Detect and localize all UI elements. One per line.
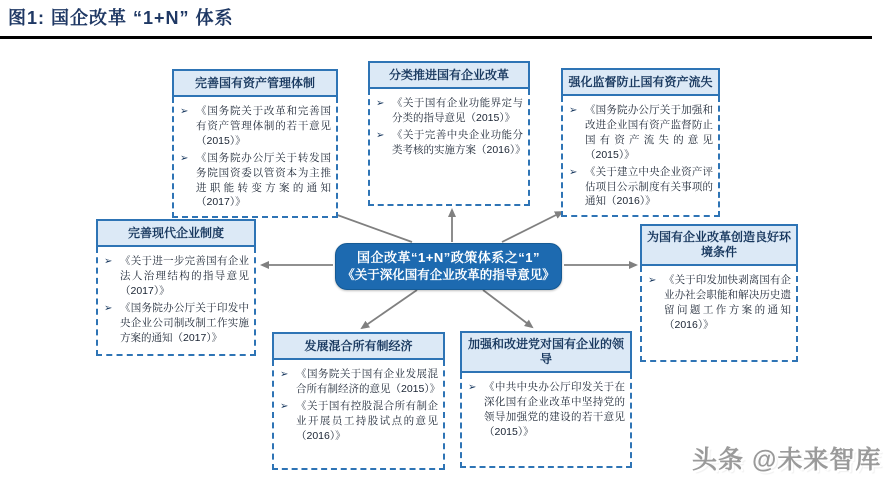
arrow-bullet-icon: ➢ [280, 369, 289, 380]
policy-item [104, 301, 249, 346]
policy-box-body [640, 266, 798, 362]
policy-item [569, 165, 713, 210]
policy-box-body [272, 360, 445, 470]
arrow-to-top-right [502, 212, 562, 242]
policy-box-environment [640, 224, 798, 362]
policy-box-body [561, 96, 720, 217]
arrow-bullet-icon: ➢ [569, 105, 578, 116]
central-node-line2: 《关于深化国有企业改革的指导意见》 [342, 267, 555, 282]
policy-item-text: 《关于国有控股混合所有制企业开展员工持股试点的意见（2016）》 [296, 399, 438, 442]
policy-box-title: 为国有企业改革创造良好环境条件 [640, 224, 798, 266]
policy-item-text: 《国务院关于国有企业发展混合所有制经济的意见（2015）》 [296, 368, 441, 395]
policy-box-supervision [561, 68, 720, 215]
policy-item-text: 《关于建立中央企业资产评估项目公示制度有关事项的通知（2016）》 [585, 165, 713, 208]
policy-box-title: 完善现代企业制度 [96, 219, 256, 247]
policy-item-text: 《关于国有企业功能界定与分类的指导意见（2015）》 [392, 97, 523, 124]
policy-item-text: 《国务院办公厅关于印发中央企业公司制改制工作实施方案的通知（2017）》 [120, 301, 249, 344]
central-node-line1: 国企改革“1+N”政策体系之“1” [357, 250, 540, 266]
policy-item-text: 《国务院办公厅关于转发国务院国资委以管资本为主推进职能转变方案的通知（2017）》 [196, 151, 331, 209]
policy-box-title: 分类推进国有企业改革 [368, 61, 530, 89]
policy-item-text: 《中共中央办公厅印发关于在深化国有企业改革中坚持党的领导加强党的建设的若干意见（2015）》 [484, 381, 625, 438]
arrow-bullet-icon: ➢ [468, 382, 477, 393]
policy-item [569, 103, 713, 163]
arrow-bullet-icon: ➢ [104, 302, 113, 314]
arrow-bullet-icon: ➢ [648, 275, 657, 286]
policy-box-party-leadership [460, 331, 632, 468]
policy-item [180, 104, 331, 149]
policy-item-text: 《关于印发加快剥离国有企业办社会职能和解决历史遗留问题工作方案的通知（2016）》 [664, 274, 791, 331]
policy-item-text: 《国务院关于改革和完善国有资产管理体制的若干意见（2015）》 [196, 105, 331, 147]
arrow-bullet-icon: ➢ [180, 152, 189, 164]
arrow-to-bottom-right [483, 290, 532, 327]
arrow-bullet-icon: ➢ [376, 98, 385, 109]
policy-item [280, 367, 441, 397]
policy-box-title: 强化监督防止国有资产流失 [561, 68, 720, 96]
policy-item [468, 380, 625, 440]
policy-box-body [96, 247, 256, 356]
policy-item [376, 128, 526, 158]
figure-title: 图1: 国企改革 “1+N” 体系 [8, 8, 234, 28]
policy-box-title: 完善国有资产管理体制 [172, 69, 338, 97]
policy-box-title: 发展混合所有制经济 [272, 332, 445, 360]
policy-box-body [368, 89, 530, 206]
arrow-bullet-icon: ➢ [376, 129, 385, 141]
policy-item-text: 《关于完善中央企业功能分类考核的实施方案（2016）》 [392, 128, 526, 156]
central-policy-node [335, 243, 562, 290]
policy-box-asset-management [172, 69, 338, 209]
arrow-bullet-icon: ➢ [180, 106, 189, 117]
policy-box-mixed-ownership [272, 332, 445, 470]
arrow-bullet-icon: ➢ [280, 400, 289, 412]
watermark-toutiao: 头条 @未来智库 [692, 446, 882, 474]
policy-item [180, 151, 331, 211]
policy-box-body [172, 97, 338, 218]
policy-item [376, 96, 523, 126]
policy-box-modern-enterprise [96, 219, 256, 356]
policy-box-body [460, 373, 632, 468]
policy-item [648, 273, 791, 333]
policy-box-title: 加强和改进党对国有企业的领导 [460, 331, 632, 373]
arrow-bullet-icon: ➢ [104, 256, 113, 267]
policy-item-text: 《关于进一步完善国有企业法人治理结构的指导意见（2017）》 [120, 255, 249, 297]
arrow-bullet-icon: ➢ [569, 166, 578, 178]
policy-item [280, 399, 438, 444]
policy-item-text: 《国务院办公厅关于加强和改进企业国有资产监督防止国有资产流失的意见（2015）》 [585, 104, 713, 161]
arrow-to-bottom-left [362, 290, 417, 328]
policy-item [104, 254, 249, 299]
policy-box-classified-reform [368, 61, 530, 206]
